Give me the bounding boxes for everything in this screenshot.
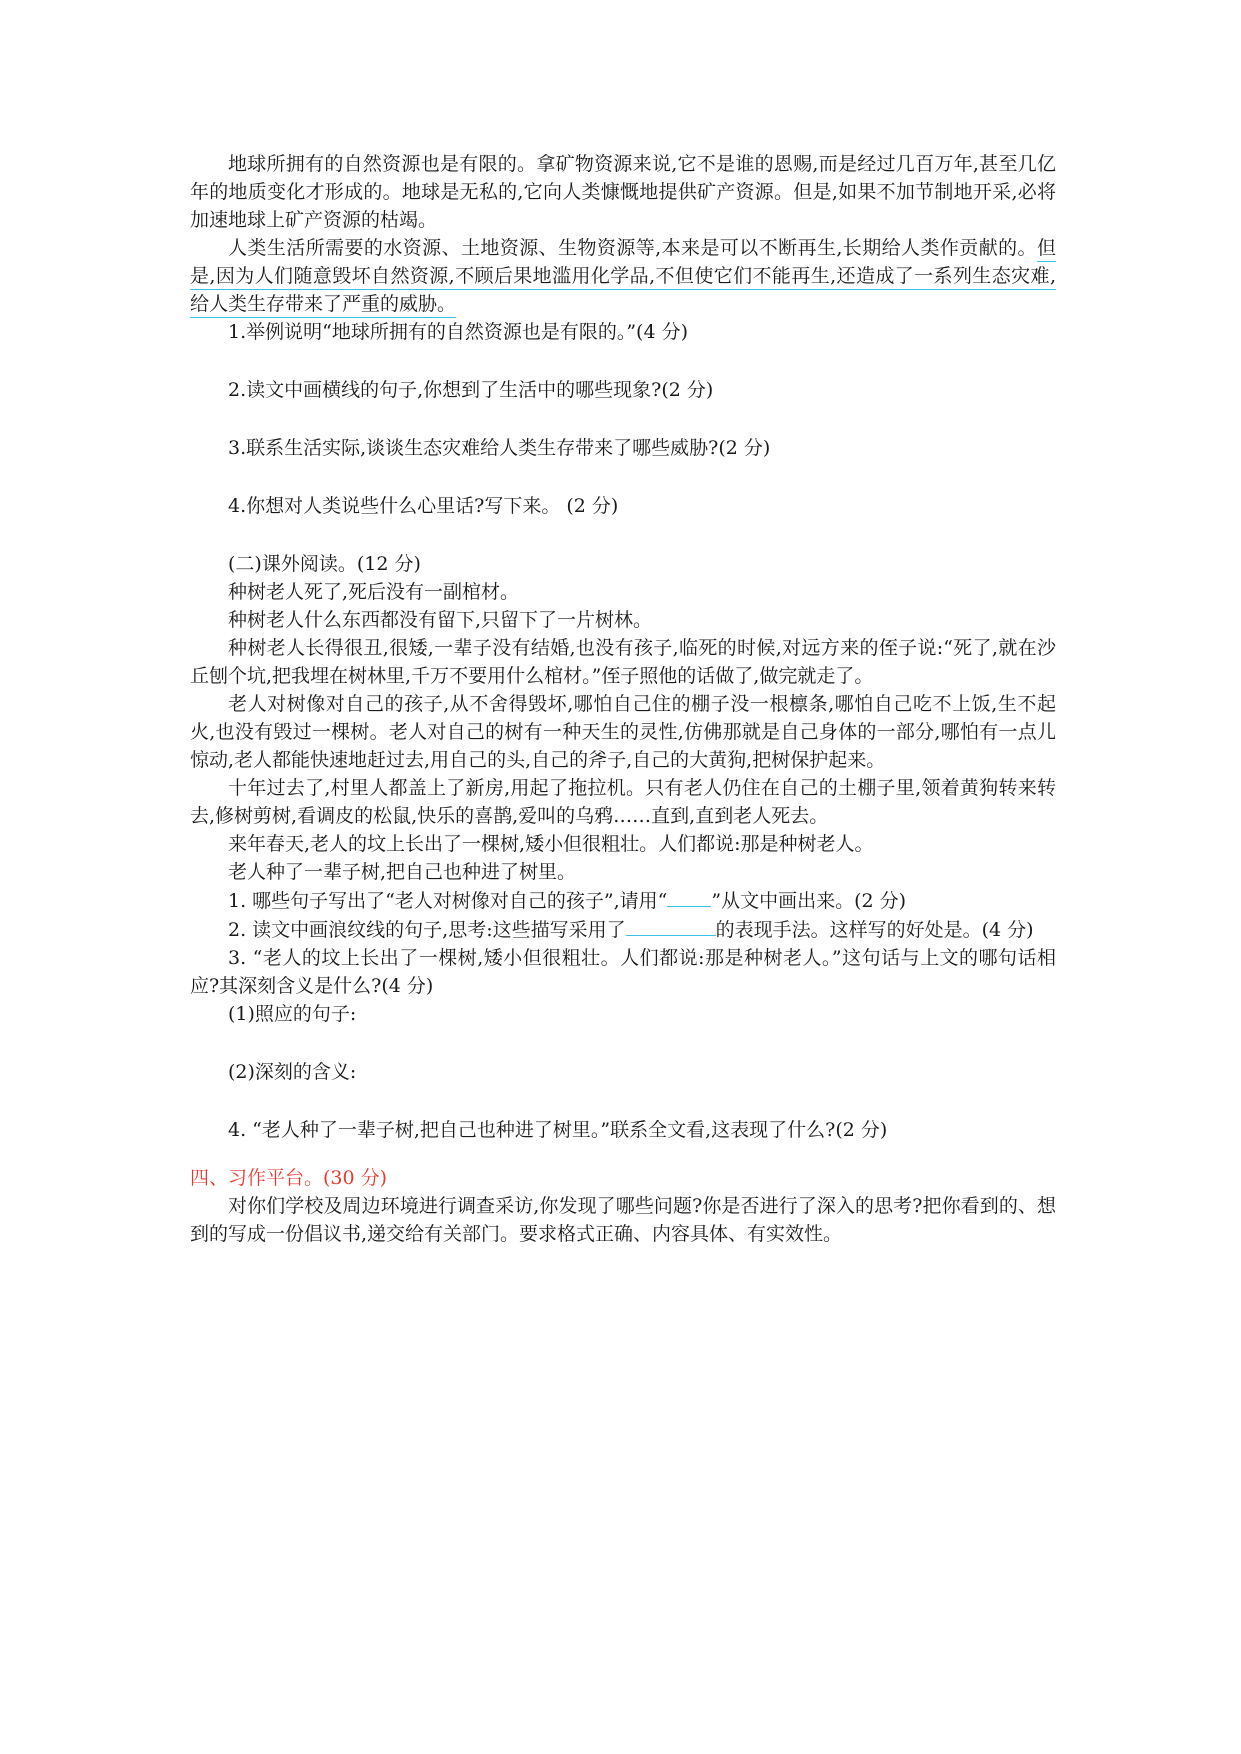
story-line-2: 种树老人什么东西都没有留下,只留下了一片树林。 bbox=[228, 609, 653, 631]
question-4: 4.你想对人类说些什么心里话?写下来。 (2 分) bbox=[228, 495, 619, 517]
story-line-6: 来年春天,老人的坟上长出了一棵树,矮小但很粗壮。人们都说:那是种树老人。 bbox=[228, 833, 874, 855]
question-3: 3.联系生活实际,谈谈生态灾难给人类生存带来了哪些威胁?(2 分) bbox=[228, 437, 771, 459]
story-paragraph-3: 种树老人长得很丑,很矮,一辈子没有结婚,也没有孩子,临死的时候,对远方来的侄子说:“死了,就在沙丘刨个坑,把我埋在树林里,千万不要用什么棺材。”侄子照他的话做了,做完就走了。 bbox=[190, 637, 1056, 687]
answer-space[interactable] bbox=[190, 1028, 1056, 1058]
passage-paragraph-2-text: 人类生活所需要的水资源、土地资源、生物资源等,本来是可以不断再生,长期给人类作贡献的。 bbox=[228, 237, 1037, 259]
story-paragraph-4: 老人对树像对自己的孩子,从不舍得毁坏,哪怕自己住的棚子没一根檩条,哪怕自己吃不上饭,生不起火,也没有毁过一棵树。老人对自己的树有一种天生的灵性,仿佛那就是自己身体的一部分,哪怕有一点儿惊动,老人都能快速地赶过去,用自己的头,自己的斧子,自己的大黄狗,把树保护起来。 bbox=[190, 693, 1056, 771]
story-line-1: 种树老人死了,死后没有一副棺材。 bbox=[228, 581, 520, 603]
reading-section-heading: (二)课外阅读。(12 分) bbox=[228, 553, 421, 575]
reading-question-2-text-b: 的表现手法。这样写的好处是。(4 分) bbox=[715, 919, 1034, 941]
story-line-7: 老人种了一辈子树,把自己也种进了树里。 bbox=[228, 861, 577, 883]
reading-question-1-text-b: ”从文中画出来。(2 分) bbox=[711, 890, 907, 912]
writing-section-title: 四、习作平台。(30 分) bbox=[190, 1167, 388, 1189]
reading-question-3-part-2: (2)深刻的含义: bbox=[228, 1061, 357, 1083]
writing-prompt: 对你们学校及周边环境进行调查采访,你发现了哪些问题?你是否进行了深入的思考?把你看到的、想到的写成一份倡议书,递交给有关部门。要求格式正确、内容具体、有实效性。 bbox=[190, 1195, 1056, 1245]
underlined-sentence: 但是,因为人们随意毁坏自然资源,不顾后果地滥用化学品,不但使它们不能再生,还造成了一系列生态灾难,给人类生存带来了严重的威胁。 bbox=[190, 237, 1056, 318]
passage-paragraph-1: 地球所拥有的自然资源也是有限的。拿矿物资源来说,它不是谁的恩赐,而是经过几百万年,甚至几亿年的地质变化才形成的。地球是无私的,它向人类慷慨地提供矿产资源。但是,如果不加节制地开采,必将加速地球上矿产资源的枯竭。 bbox=[190, 153, 1056, 231]
reading-question-1 bbox=[190, 886, 1056, 915]
answer-space[interactable] bbox=[190, 520, 1056, 550]
question-2: 2.读文中画横线的句子,你想到了生活中的哪些现象?(2 分) bbox=[228, 379, 714, 401]
answer-space[interactable] bbox=[190, 1086, 1056, 1116]
answer-space[interactable] bbox=[190, 1144, 1056, 1164]
fill-blank-long[interactable] bbox=[626, 915, 716, 936]
fill-blank-short[interactable] bbox=[667, 886, 711, 907]
passage-paragraph-2 bbox=[190, 234, 1056, 318]
answer-space[interactable] bbox=[190, 346, 1056, 376]
reading-question-3-part-1: (1)照应的句子: bbox=[228, 1003, 357, 1025]
story-paragraph-5: 十年过去了,村里人都盖上了新房,用起了拖拉机。只有老人仍住在自己的土棚子里,领着黄狗转来转去,修树剪树,看调皮的松鼠,快乐的喜鹊,爱叫的乌鸦……直到,直到老人死去。 bbox=[190, 777, 1056, 827]
question-1: 1.举例说明“地球所拥有的自然资源也是有限的。”(4 分) bbox=[228, 321, 689, 343]
answer-space[interactable] bbox=[190, 462, 1056, 492]
reading-question-3: 3. “老人的坟上长出了一棵树,矮小但很粗壮。人们都说:那是种树老人。”这句话与上文的哪句话相应?其深刻含义是什么?(4 分) bbox=[190, 947, 1056, 997]
reading-question-4: 4. “老人种了一辈子树,把自己也种进了树里。”联系全文看,这表现了什么?(2 分) bbox=[228, 1119, 888, 1141]
worksheet-page bbox=[190, 150, 1056, 1248]
reading-question-2 bbox=[190, 915, 1056, 944]
reading-question-2-text-a: 2. 读文中画浪纹线的句子,思考:这些描写采用了 bbox=[228, 919, 626, 941]
reading-question-1-text-a: 1. 哪些句子写出了“老人对树像对自己的孩子”,请用“ bbox=[228, 890, 668, 912]
answer-space[interactable] bbox=[190, 404, 1056, 434]
